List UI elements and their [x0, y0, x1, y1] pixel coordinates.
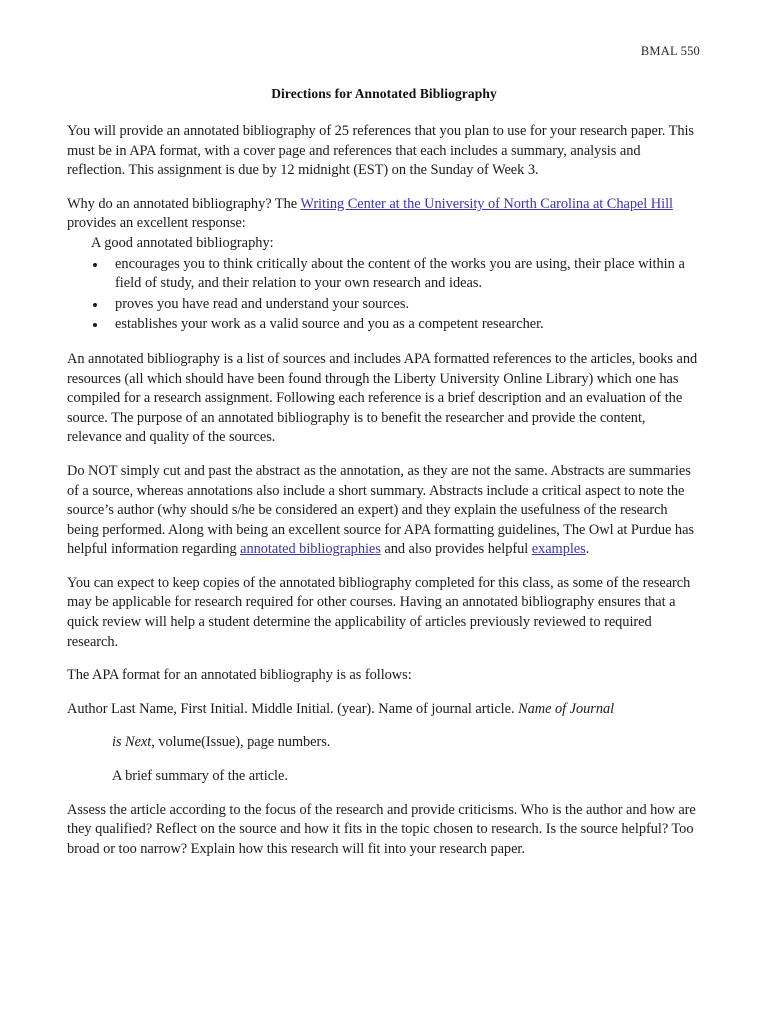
list-item [67, 255, 701, 294]
page-header-course-code: BMAL 550 [640, 44, 700, 58]
list-item-label: establishes your work as a valid source and you as a competent researcher. [115, 316, 544, 333]
list-lead-in: A good annotated bibliography: [91, 234, 274, 251]
citation-journal-name-italic: Name of Journal [518, 700, 615, 717]
paragraph-keep-copies: You can expect to keep copies of the annotated bibliography completed for this class, as some of the research may be applicable for research required for other courses. Having an annotated bibliography ensures that a quick review will help a student determine the applicability of articles previously reviewed to required research. [67, 574, 691, 650]
list-item [67, 295, 701, 315]
citation-volume-issue-pages: , volume(Issue), page numbers. [151, 734, 331, 751]
bullet-dot-icon [93, 323, 97, 327]
citation-template-line-2 [67, 733, 701, 753]
link-unc-writing-center[interactable]: Writing Center at the University of North Carolina at Chapel Hill [300, 195, 673, 212]
paragraph-definition: An annotated bibliography is a list of sources and includes APA formatted references to the articles, books and resources (all which should have been found through the Liberty University Online Library) which one has compiled for a research assignment. Following each reference is a brief description and an evaluation of the source. The purpose of an annotated bibliography is to benefit the researcher and provide the content, relevance and quality of the sources. [67, 350, 698, 446]
paragraph-abstract-text-part-2: and also provides helpful [380, 541, 532, 558]
list-item-label: proves you have read and understand your sources. [115, 295, 410, 312]
bullet-dot-icon [93, 303, 97, 307]
bullet-dot-icon [93, 263, 97, 267]
list-item [67, 315, 701, 335]
paragraph-abstract-vs-annotation [67, 462, 701, 560]
paragraph-abstract-text-part-1: Do NOT simply cut and past the abstract as the annotation, as they are not the same. Abstracts are summaries of a source, whereas annotations also include a short summary. Abstracts include a critical aspect to note the source’s author (why should s/he be considered an expert) and they explain the usefulness of the research being performed. Along with being an excellent source for APA formatting guidelines, The Owl at Purdue has helpful information regarding [67, 462, 694, 558]
citation-author-and-article: Author Last Name, First Initial. Middle Initial. (year). Name of journal article. [67, 700, 519, 717]
paragraph-why-text-before-link: Why do an annotated bibliography? The [67, 195, 301, 212]
document-body [67, 86, 701, 873]
paragraph-apa-format-intro: The APA format for an annotated bibliography is as follows: [67, 667, 412, 684]
paragraph-why-annotated-bibliography [67, 195, 701, 234]
paragraph-abstract-text-part-3: . [585, 541, 590, 558]
link-annotated-bibliographies[interactable]: annotated bibliographies [240, 541, 381, 558]
page-title: Directions for Annotated Bibliography [271, 86, 497, 101]
citation-template-line-1 [67, 700, 701, 720]
good-bibliography-list [67, 255, 701, 335]
paragraph-why-text-after-link: provides an excellent response: [67, 215, 246, 232]
paragraph-assignment-overview: You will provide an annotated bibliography of 25 references that you plan to use for your research paper. This must be in APA format, with a cover page and references that each includes a summary, analysis and reflection. This assignment is due by 12 midnight (EST) on the Sunday of Week 3. [67, 123, 694, 179]
paragraph-assessment-instructions: Assess the article according to the focus of the research and provide criticisms. Who is the author and how are they qualified? Reflect on the source and how it fits in the topic chosen to research. Is the source helpful? Too broad or too narrow? Explain how this research will fit into your research paper. [67, 801, 696, 857]
citation-journal-continuation-italic: is Next [112, 734, 152, 751]
list-item-label: encourages you to think critically about the content of the works you are using, their place within a field of study, and their relation to your own research and ideas. [115, 255, 685, 292]
link-examples[interactable]: examples [531, 541, 586, 558]
citation-template-line-3: A brief summary of the article. [112, 768, 288, 785]
